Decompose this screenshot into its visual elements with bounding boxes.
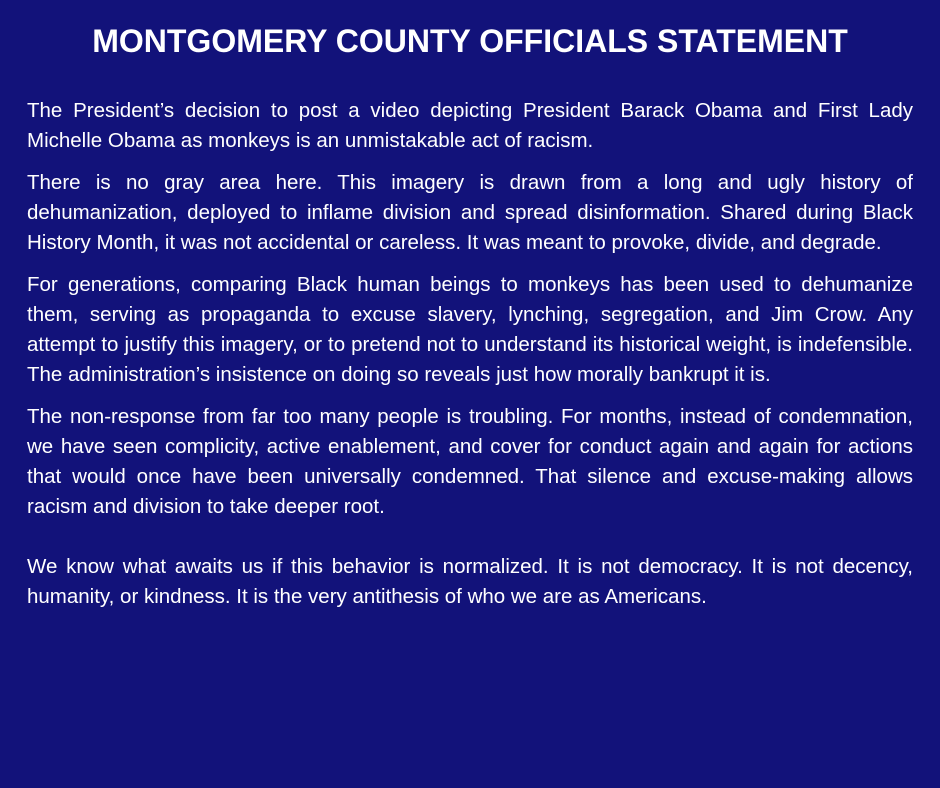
paragraph-1: The President’s decision to post a video depicting President Barack Obama and First Lady Michelle Obama as monkeys is an unmistakable act of racism. xyxy=(27,99,913,152)
statement-title: MONTGOMERY COUNTY OFFICIALS STATEMENT xyxy=(92,23,848,59)
paragraph-5: We know what awaits us if this behavior is normalized. It is not democracy. It is not decency, humanity, or kindness. It is the very antithesis of who we are as Americans. xyxy=(27,555,913,608)
statement-body xyxy=(27,96,913,612)
paragraph-4: The non-response from far too many people is troubling. For months, instead of condemnation, we have seen complicity, active enablement, and cover for conduct again and again for actions that would once have been universally condemned. That silence and excuse-making allows racism and division to take deeper root. xyxy=(27,405,913,518)
paragraph-3: For generations, comparing Black human beings to monkeys has been used to dehumanize them, serving as propaganda to excuse slavery, lynching, segregation, and Jim Crow. Any attempt to justify this imagery, or to pretend not to understand its historical weight, is indefensible. The administration’s insistence on doing so reveals just how morally bankrupt it is. xyxy=(27,273,913,386)
paragraph-2: There is no gray area here. This imagery is drawn from a long and ugly history of dehumanization, deployed to inflame division and spread disinformation. Shared during Black History Month, it was not accidental or careless. It was meant to provoke, divide, and degrade. xyxy=(27,171,913,254)
